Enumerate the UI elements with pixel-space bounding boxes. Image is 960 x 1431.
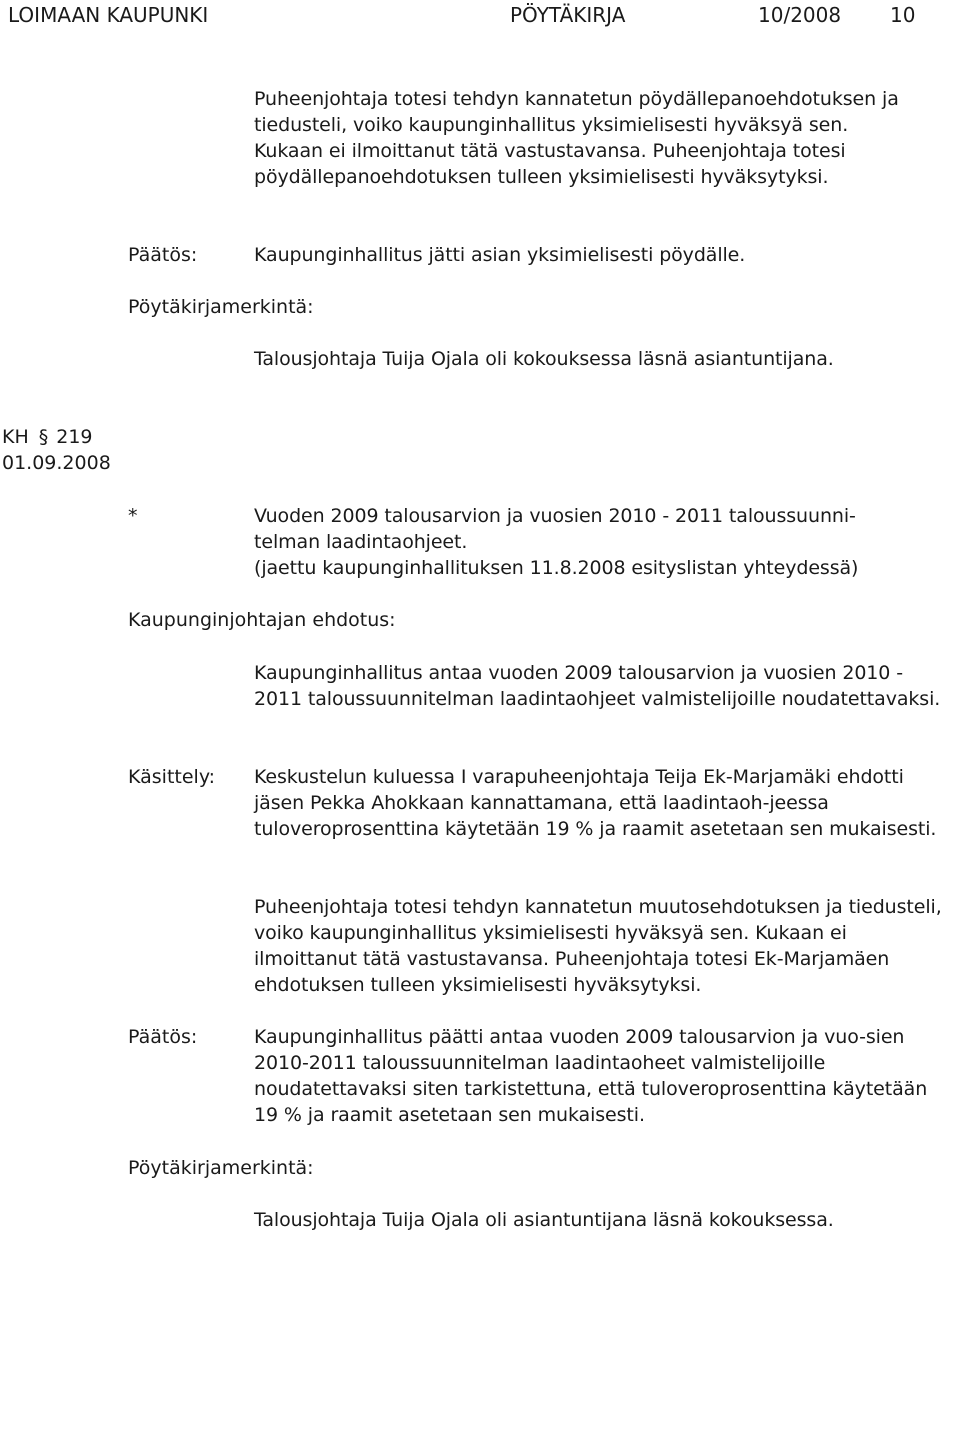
discussion-paragraph-2: Puheenjohtaja totesi tehdyn kannatetun muutosehdotuksen ja tiedusteli, voiko kaupunginhallitus yksimielisesti hyväksyä sen. Kukaan ei ilmoittanut tätä vastustavansa. Puheenjohtaja totesi Ek-Marjamäen ehdotuksen tulleen yksimielisesti hyväksytyksi. bbox=[254, 896, 942, 996]
discussion-paragraph-1: Keskustelun kuluessa I varapuheenjohtaja Teija Ek-Marjamäki ehdotti jäsen Pekka Ahokkaan kannattamana, että laadintaoh-jeessa tuloveroprosenttina käytetään 19 % ja raamit asetetaan sen mukaisesti. bbox=[254, 766, 937, 840]
item-asterisk: * bbox=[128, 505, 138, 527]
prev-decision-label: Päätös: bbox=[128, 244, 198, 266]
item-number bbox=[2, 424, 93, 450]
prev-intro-paragraph bbox=[254, 86, 914, 190]
proposal-label: Kaupunginjohtajan ehdotus: bbox=[128, 609, 396, 631]
item-body: KH bbox=[2, 426, 29, 448]
section-sign: § bbox=[38, 426, 49, 448]
header-doc-type: PÖYTÄKIRJA bbox=[510, 3, 626, 27]
item-title bbox=[254, 503, 956, 581]
header-issue: 10/2008 bbox=[758, 3, 842, 27]
minutes-note-text: Talousjohtaja Tuija Ojala oli asiantuntijana läsnä kokouksessa. bbox=[254, 1209, 834, 1231]
minutes-note-label: Pöytäkirjamerkintä: bbox=[128, 1157, 314, 1179]
decision-label: Päätös: bbox=[128, 1026, 198, 1048]
header-org: LOIMAAN KAUPUNKI bbox=[8, 3, 209, 27]
item-title-line2: telman laadintaohjeet. bbox=[254, 531, 468, 553]
item-title-line1: Vuoden 2009 talousarvion ja vuosien 2010 - 2011 taloussuunni- bbox=[254, 505, 856, 527]
decision-text: Kaupunginhallitus päätti antaa vuoden 2009 talousarvion ja vuo-sien 2010-2011 taloussuunnitelman laadintaoheet valmistelijoille noudatettavaksi siten tarkistettuna, että tuloveroprosenttina käytetään 19 % ja raamit asetetaan sen mukaisesti. bbox=[254, 1026, 928, 1126]
discussion-label: Käsittely: bbox=[128, 766, 216, 788]
item-number-value: 219 bbox=[56, 426, 93, 448]
header-page-number: 10 bbox=[890, 3, 916, 27]
item-date: 01.09.2008 bbox=[2, 452, 111, 474]
prev-minutes-note-label: Pöytäkirjamerkintä: bbox=[128, 296, 314, 318]
prev-intro-text: Puheenjohtaja totesi tehdyn kannatetun pöydällepanoehdotuksen ja tiedusteli, voiko kaupunginhallitus yksimielisesti hyväksyä sen. Kukaan ei ilmoittanut tätä vastustavansa. Puheenjohtaja totesi pöydällepanoehdotuksen tulleen yksimielisesti hyväksytyksi. bbox=[254, 88, 899, 188]
prev-minutes-note-text: Talousjohtaja Tuija Ojala oli kokouksessa läsnä asiantuntijana. bbox=[254, 348, 834, 370]
item-title-line3: (jaettu kaupunginhallituksen 11.8.2008 esityslistan yhteydessä) bbox=[254, 557, 859, 579]
prev-decision-text: Kaupunginhallitus jätti asian yksimielisesti pöydälle. bbox=[254, 244, 746, 266]
proposal-text: Kaupunginhallitus antaa vuoden 2009 talousarvion ja vuosien 2010 - 2011 taloussuunnitelman laadintaohjeet valmistelijoille noudatettavaksi. bbox=[254, 662, 941, 710]
